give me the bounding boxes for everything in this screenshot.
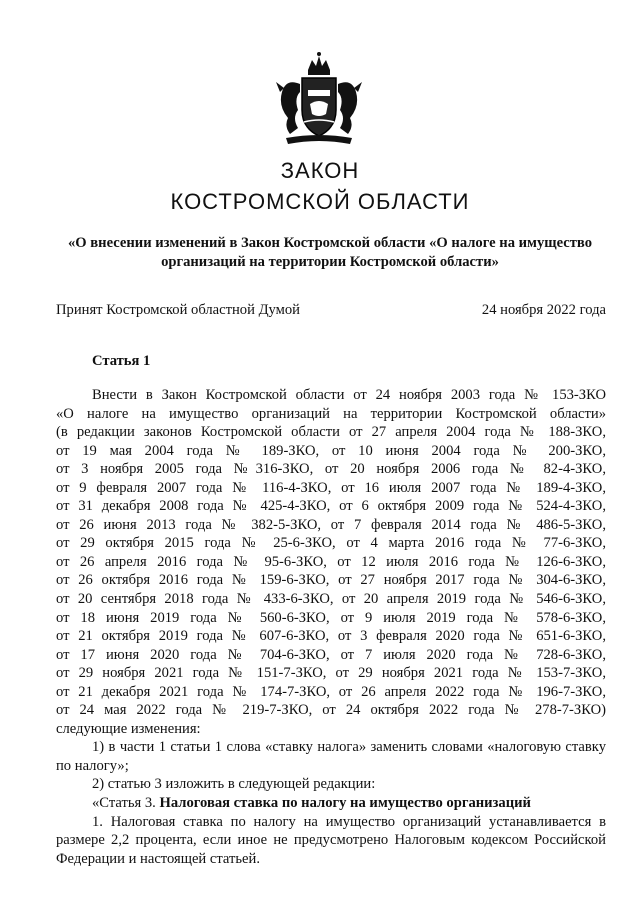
quoted-article-heading xyxy=(56,794,606,813)
text-line: (в редакции законов Костромской области от 27 апреля 2004 года № 188-ЗКО, xyxy=(56,424,606,441)
changes-intro: следующие изменения: xyxy=(56,720,201,737)
quoted-point-1: 1. Налоговая ставка по налогу на имущество организаций устанавливается в размере 2,2 процента, если иное не предусмотрено Налоговым кодексом Российской Федерации и настоящей статьей. xyxy=(56,813,606,867)
adopted-by: Принят Костромской областной Думой xyxy=(56,302,300,318)
text-line: от 20 сентября 2018 года № 433-6-ЗКО, от 20 апреля 2019 года № 546-6-ЗКО, xyxy=(56,591,606,608)
article-body xyxy=(56,386,606,868)
change-item-1: 1) в части 1 статьи 1 слова «ставку налога» заменить словами «налоговую ставку по налогу»; xyxy=(56,739,606,774)
law-title: ЗАКОН xyxy=(280,158,360,183)
text-line: от 29 ноября 2021 года № 151-7-ЗКО, от 29 ноября 2021 года № 153-7-ЗКО, xyxy=(56,665,606,682)
adoption-date: 24 ноября 2022 года xyxy=(481,302,606,318)
text-line: от 26 июня 2013 года № 382-5-ЗКО, от 7 февраля 2014 года № 486-5-ЗКО, xyxy=(56,516,606,533)
text-line: от 29 октября 2015 года № 25-6-ЗКО, от 4 марта 2016 года № 77-6-ЗКО, xyxy=(56,535,606,552)
article-heading: Статья 1 xyxy=(92,353,151,369)
quote-heading: Налоговая ставка по налогу на имущество организаций xyxy=(159,795,531,812)
subtitle-line: «О внесении изменений в Закон Костромской области «О налоге на имущество xyxy=(68,235,592,251)
text-line: от 26 апреля 2016 года № 95-6-ЗКО, от 12 июля 2016 года № 126-6-ЗКО, xyxy=(56,553,606,570)
text-line: от 24 мая 2022 года № 219-7-ЗКО, от 24 октября 2022 года № 278-7-ЗКО) xyxy=(56,702,606,719)
text-line: от 18 июня 2019 года № 560-6-ЗКО, от 9 июля 2019 года № 578-6-ЗКО, xyxy=(56,609,606,626)
text-line: от 26 октября 2016 года № 159-6-ЗКО, от 27 ноября 2017 года № 304-6-ЗКО, xyxy=(56,572,606,589)
coat-of-arms-emblem xyxy=(264,48,374,148)
text-line: от 21 декабря 2021 года № 174-7-ЗКО, от 26 апреля 2022 года № 196-7-ЗКО, xyxy=(56,683,606,700)
text-line: от 19 мая 2004 года № 189-ЗКО, от 10 июня 2004 года № 200-ЗКО, xyxy=(56,442,606,459)
text-line: «О налоге на имущество организаций на территории Костромской области» xyxy=(56,405,606,422)
text-line: от 31 декабря 2008 года № 425-4-ЗКО, от 6 октября 2009 года № 524-4-ЗКО, xyxy=(56,498,606,515)
text-line: от 21 октября 2019 года № 607-6-ЗКО, от 3 февраля 2020 года № 651-6-ЗКО, xyxy=(56,628,606,645)
text-line: от 17 июня 2020 года № 704-6-ЗКО, от 7 июля 2020 года № 728-6-ЗКО, xyxy=(56,646,606,663)
law-subtitle xyxy=(50,234,610,272)
text-line: от 9 февраля 2007 года № 116-4-ЗКО, от 16 июля 2007 года № 189-4-ЗКО, xyxy=(56,479,606,496)
text-line: от 3 ноября 2005 года №316-ЗКО, от 20 ноября 2006 года № 82-4-ЗКО, xyxy=(56,461,606,478)
subtitle-line: организаций на территории Костромской области» xyxy=(161,254,499,270)
adoption-line xyxy=(56,302,606,319)
region-title: КОСТРОМСКОЙ ОБЛАСТИ xyxy=(170,189,470,214)
quote-prefix: «Статья 3. xyxy=(92,795,156,812)
text-line: Внести в Закон Костромской области от 24 ноября 2003 года № 153-ЗКО xyxy=(92,387,606,403)
change-item-2: 2) статью 3 изложить в следующей редакции: xyxy=(92,776,376,793)
